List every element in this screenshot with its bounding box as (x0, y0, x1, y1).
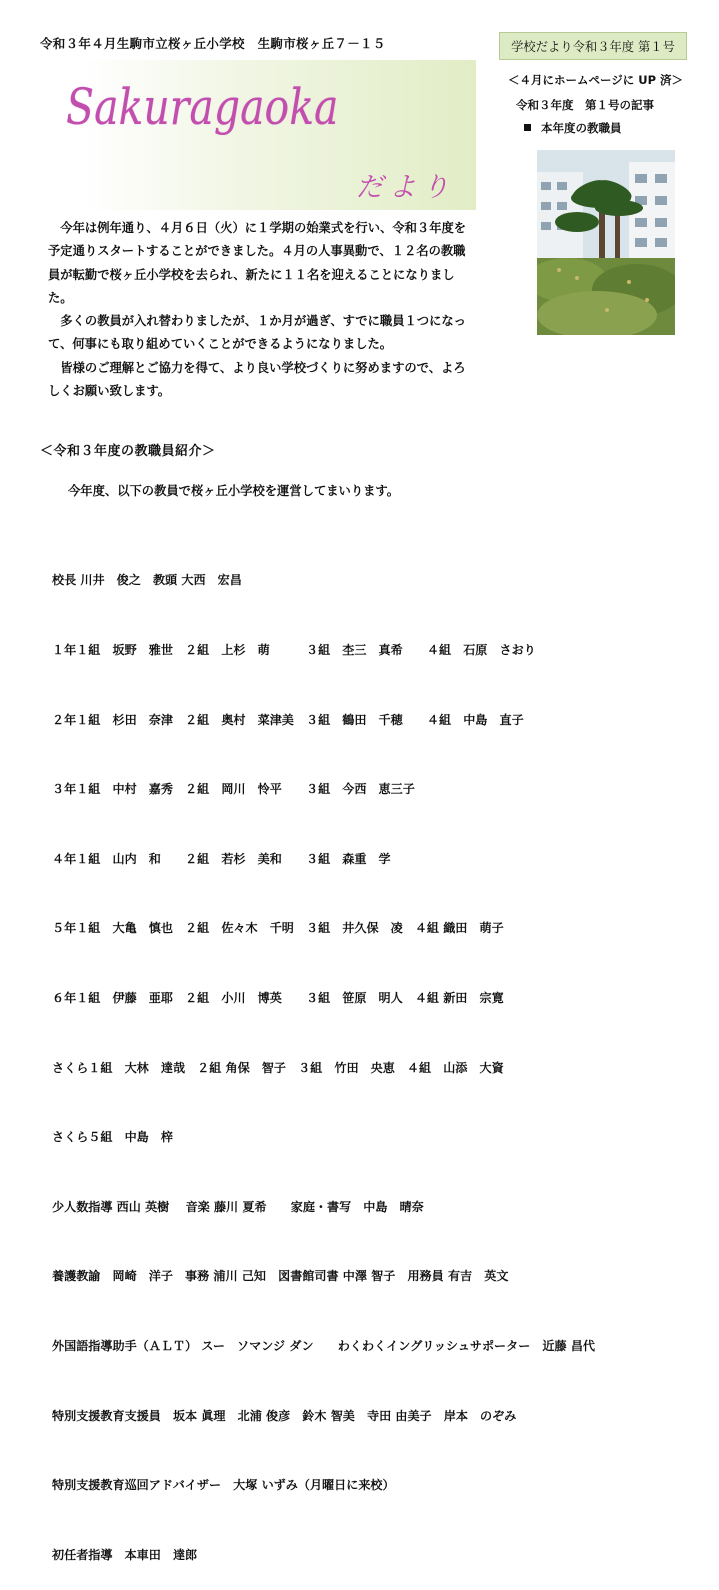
contents-subtitle: 令和３年度 第１号の記事 (516, 98, 654, 112)
square-bullet-icon (524, 124, 531, 131)
staff-line: 養護教諭 岡崎 洋子 事務 浦川 己知 図書館司書 中澤 智子 用務員 有吉 英文 (52, 1269, 509, 1284)
staff-line: 初任者指導 本車田 達郎 (52, 1547, 198, 1562)
intro-paragraph: 多くの教員が入れ替わりましたが、１か月が過ぎ、すでに職員１つになって、何事にも取り組めていくことができるようになりました。 (48, 314, 466, 352)
upload-note: ＜４月にホームページに UP 済＞ (508, 73, 684, 87)
staff-line: １年１組 坂野 雅世 ２組 上杉 萌 ３組 杢三 真希 ４組 石原 さおり (52, 643, 536, 657)
staff-line: ５年１組 大亀 慎也 ２組 佐々木 千明 ３組 井久保 凌 ４組 織田 萌子 (52, 921, 504, 936)
staff-section-lead: 今年度、以下の教員で桜ヶ丘小学校を運営してまいります。 (68, 484, 400, 498)
staff-line: ３年１組 中村 嘉秀 ２組 岡川 怜平 ３組 今西 恵三子 (52, 782, 415, 797)
school-photo (537, 150, 675, 335)
staff-line: 特別支援教育支援員 坂本 眞理 北浦 俊彦 鈴木 智美 寺田 由美子 岸本 のぞみ (52, 1408, 517, 1423)
staff-line: さくら５組 中島 梓 (52, 1130, 173, 1145)
issue-badge: 学校だより令和３年度 第１号 (499, 32, 687, 60)
staff-line: 特別支援教育巡回アドバイザー 大塚 いずみ（月曜日に来校） (52, 1478, 395, 1493)
staff-line: ４年１組 山内 和 ２組 若杉 美和 ３組 森重 学 (52, 851, 391, 866)
school-courtyard-photo-icon (537, 150, 675, 335)
intro-paragraph: 今年は例年通り、４月６日（火）に１学期の始業式を行い、令和３年度を予定通りスタートすることができました。４月の人事異動で、１２名の教職員が転勤で桜ヶ丘小学校を去られ、新たに１１名を迎えることになりました。 (48, 221, 467, 305)
header-address: 令和３年４月生駒市立桜ヶ丘小学校 生駒市桜ヶ丘７－１５ (40, 36, 386, 51)
contents-item-label: 本年度の教職員 (541, 121, 622, 135)
staff-line: さくら１組 大林 達哉 ２組 角保 智子 ３組 竹田 央恵 ４組 山添 大資 (52, 1060, 504, 1075)
staff-line: ６年１組 伊藤 亜耶 ２組 小川 博英 ３組 笹原 明人 ４組 新田 宗寛 (52, 990, 504, 1005)
intro-paragraph: 皆様のご理解とご協力を得て、より良い学校づくりに努めますので、よろしくお願い致します。 (48, 360, 466, 399)
contents-item (524, 120, 622, 136)
staff-line: ２年１組 杉田 奈津 ２組 奥村 菜津美 ３組 鶴田 千穂 ４組 中島 直子 (52, 712, 524, 727)
newsletter-logo-sub: だより (356, 172, 455, 203)
staff-line: 校長 川井 俊之 教頭 大西 宏昌 (52, 573, 242, 588)
intro-text (48, 217, 476, 403)
staff-list (52, 523, 595, 1590)
newsletter-logo: Sakuragaoka (66, 78, 339, 136)
staff-line: 少人数指導 西山 英樹 音楽 藤川 夏希 家庭・書写 中島 晴奈 (52, 1199, 424, 1214)
staff-section-title: ＜令和３年度の教職員紹介＞ (40, 444, 216, 459)
staff-line: 外国語指導助手（ＡＬＴ） スー ソマンジ ダン わくわくイングリッシュサポーター 近藤 昌代 (52, 1338, 596, 1353)
